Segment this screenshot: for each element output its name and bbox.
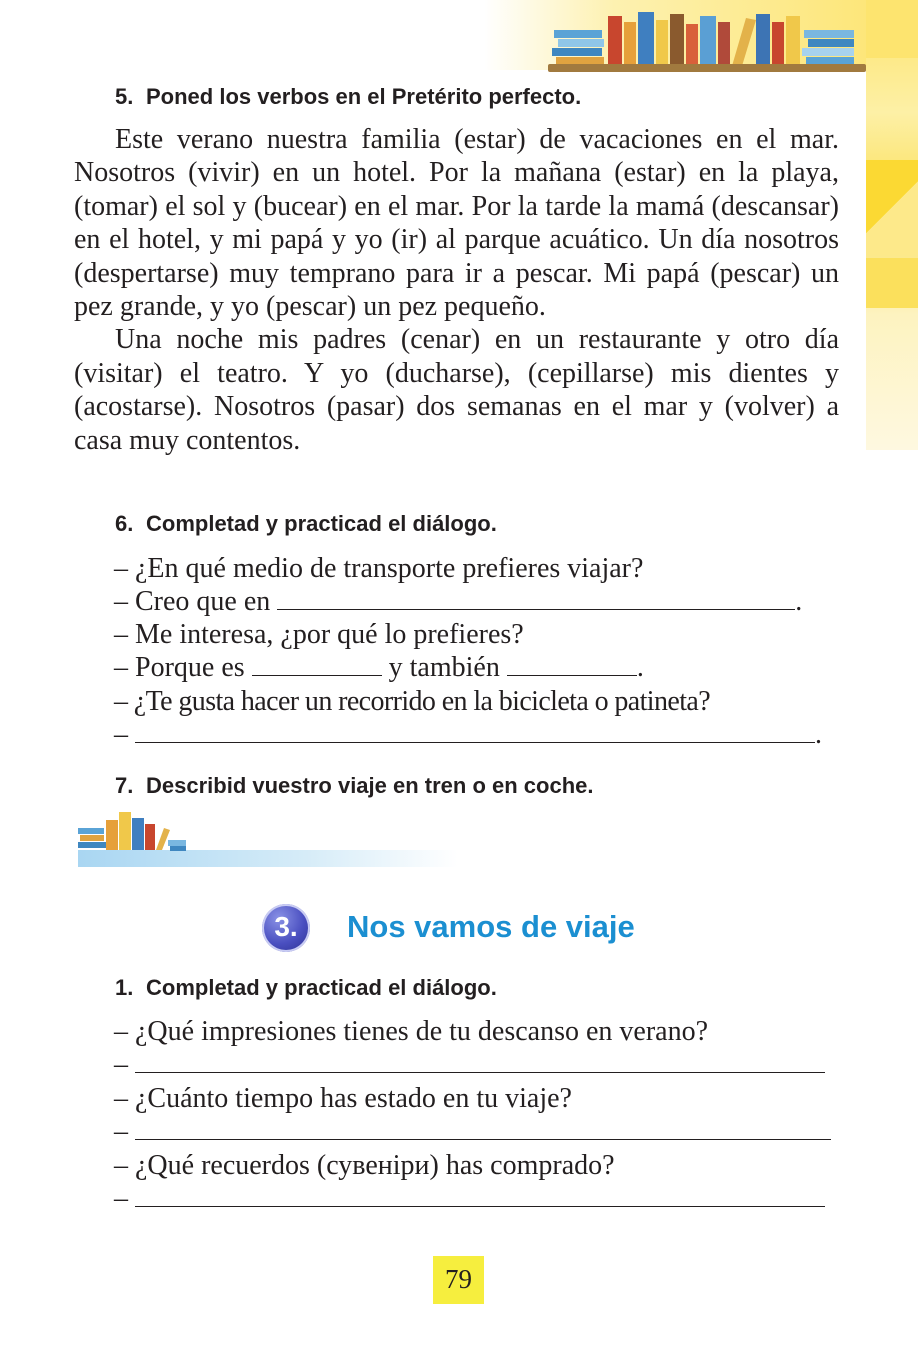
dialog-line bbox=[114, 651, 644, 684]
dialog-line-end: . bbox=[636, 652, 644, 683]
dialog-line-text: y también bbox=[388, 652, 500, 683]
books-icon bbox=[78, 806, 188, 856]
dialog-line bbox=[114, 1182, 825, 1215]
exercise-1-number: 1. bbox=[115, 975, 134, 1000]
dialog-line: – Me interesa, ¿por qué lo prefieres? bbox=[114, 619, 524, 650]
exercise-5-paragraph-2: Una noche mis padres (cenar) en un restaurante y otro día (visitar) el teatro. Y yo (ducharse), (cepillarse) mis dientes y (acostarse). Nosotros (pasar) dos semanas en el mar y (volver) a casa muy contentos. bbox=[74, 324, 839, 456]
exercise-5-heading bbox=[115, 84, 581, 110]
lesson-number-badge: 3. bbox=[262, 904, 310, 952]
dialog-line bbox=[114, 1115, 831, 1148]
dialog-line: – ¿Qué recuerdos (сувеніри) has comprado? bbox=[114, 1150, 615, 1181]
answer-blank[interactable] bbox=[135, 1050, 825, 1073]
dialog-dash: – bbox=[114, 1116, 128, 1147]
answer-blank[interactable] bbox=[135, 1184, 825, 1207]
dialog-line: – ¿Te gusta hacer un recorrido en la bicicleta o patineta? bbox=[114, 686, 711, 717]
lesson-title: Nos vamos de viaje bbox=[347, 909, 635, 944]
side-decor-tile bbox=[866, 160, 918, 255]
answer-blank[interactable] bbox=[135, 720, 815, 743]
page-number: 79 bbox=[433, 1256, 484, 1304]
dialog-line bbox=[114, 585, 802, 618]
exercise-5-paragraph-1: Este verano nuestra familia (estar) de vacaciones en el mar. Nosotros (vivir) en un hotel. Por la mañana (estar) en la playa, (tomar) el sol y (bucear) en el mar. Por la tarde la mamá (descansar) en el hotel, y mi papá y yo (ir) al parque acuático. Un día nosotros (despertarse) muy temprano para ir a pescar. Mi papá (pescar) un pez grande, y yo (pescar) un pez pequeño. bbox=[74, 124, 839, 323]
answer-blank[interactable] bbox=[507, 653, 637, 676]
bookshelf-shelf bbox=[548, 64, 866, 72]
exercise-1-title: Completad y practicad el diálogo. bbox=[146, 975, 497, 1000]
dialog-line: – ¿Qué impresiones tienes de tu descanso en verano? bbox=[114, 1016, 709, 1047]
exercise-7-title: Describid vuestro viaje en tren o en coche. bbox=[146, 773, 594, 798]
answer-blank[interactable] bbox=[277, 587, 795, 610]
dialog-dash: – bbox=[114, 1049, 128, 1080]
exercise-1-heading bbox=[115, 975, 497, 1001]
dialog-line: – ¿En qué medio de transporte prefieres viajar? bbox=[114, 553, 644, 584]
dialog-line bbox=[114, 718, 822, 751]
dialog-line bbox=[114, 1048, 825, 1081]
side-decor-tile bbox=[866, 0, 918, 58]
side-decor-tile bbox=[866, 258, 918, 308]
exercise-7-heading bbox=[115, 773, 594, 799]
answer-blank[interactable] bbox=[252, 653, 382, 676]
exercise-5-number: 5. bbox=[115, 84, 134, 109]
dialog-line-text: – Creo que en bbox=[114, 586, 271, 617]
dialog-line-text: – Porque es bbox=[114, 652, 245, 683]
answer-blank[interactable] bbox=[135, 1117, 831, 1140]
dialog-line-end: . bbox=[815, 719, 822, 750]
exercise-6-number: 6. bbox=[115, 511, 134, 536]
dialog-line: – ¿Cuánto tiempo has estado en tu viaje? bbox=[114, 1083, 572, 1114]
exercise-6-title: Completad y practicad el diálogo. bbox=[146, 511, 497, 536]
exercise-5-text bbox=[74, 123, 839, 457]
dialog-line-end: . bbox=[795, 586, 803, 617]
dialog-dash: – bbox=[114, 1183, 128, 1214]
dialog-dash: – bbox=[114, 719, 128, 750]
exercise-6-heading bbox=[115, 511, 497, 537]
exercise-7-number: 7. bbox=[115, 773, 134, 798]
exercise-5-title: Poned los verbos en el Pretérito perfecto. bbox=[146, 84, 582, 109]
